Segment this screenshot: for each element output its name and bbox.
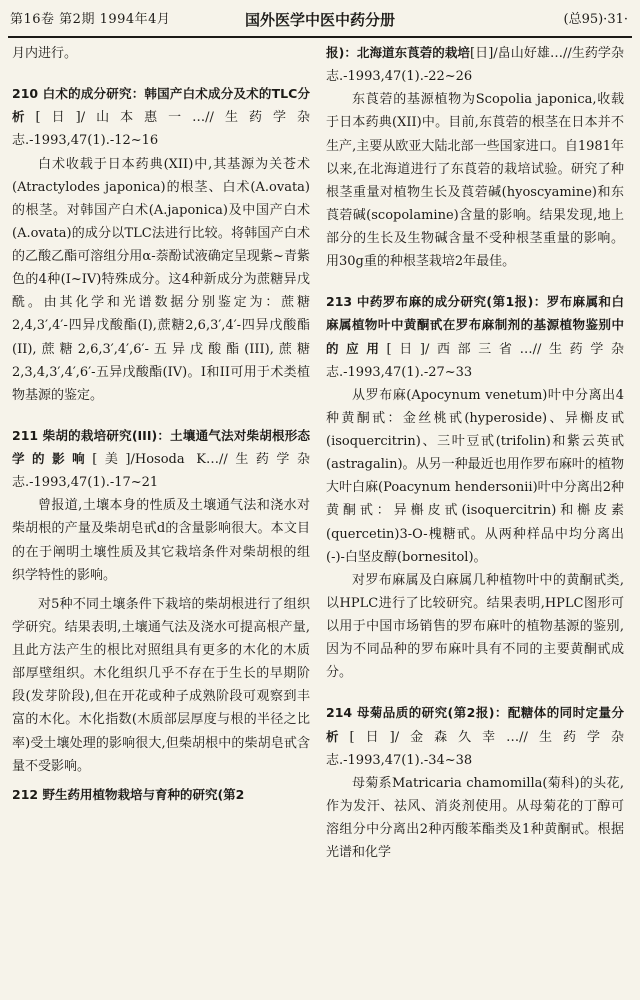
abstract-210 <box>12 83 310 407</box>
abstract-213-body-1: 从罗布麻(Apocynum venetum)叶中分离出4种黄酮甙：金丝桃甙(hyperoside)、异槲皮甙(isoquercitrin)、三叶豆甙(trifolin)和紫云英甙(astragalin)。从另一种最近也用作罗布麻叶的植物大叶白麻(Poacynum hendersonii)叶中分离出2种黄酮甙：异槲皮甙(isoquercitrin)和槲皮素(quercetin)3-O-槐糖甙。从两种样品中均分离出(-)-白坚皮醇(bornesitol)。 <box>326 387 624 565</box>
page-header <box>8 6 632 38</box>
abstract-212-source: [日]/畠山好雄…//生药学杂志.-1993,47(1).-22~26 <box>326 46 624 85</box>
continued-text: 月内进行。 <box>12 46 78 61</box>
abstract-213-body-2: 对罗布麻属及白麻属几种植物叶中的黄酮甙类,以HPLC进行了比较研究。结果表明,HPLC图形可以用于中国市场销售的罗布麻叶的植物基源的鉴别,因为不同品种的罗布麻叶具有不同的主要黄酮甙成分。 <box>326 572 624 681</box>
abstract-213-source: [日]/西部三省…//生药学杂志.-1993,47(1).-27~33 <box>326 341 624 380</box>
abstract-210-body: 白术收载于日本药典(XII)中,其基源为关苍术(Atractylodes japonica)的根茎、白术(A.ovata)的根茎。对韩国产白术(A.japonica)及中国产白术(A.ovata)的成分以TLC法进行比较。将韩国产白术的乙酸乙酯可溶组分用α-萘酚试液确定呈现紫~青紫色的4种(I~IV)特殊成分。这4种新成分为蔗糖异戊酰。由其化学和光谱数据分别鉴定为：蔗糖2,4,3′,4′-四异戊酸酯(I),蔗糖2,6,3′,4′-四异戊酸酯(II),蔗糖2,6,3′,4′,6′-五异戊酸酯(III),蔗糖2,3,4,3′,4′,6′-五异戊酸酯(IV)。I和II可用于术类植物基源的鉴定。 <box>12 156 310 403</box>
abstract-213 <box>326 291 624 684</box>
abstract-213-title: 213 中药罗布麻的成分研究(第1报)：罗布麻属和白麻属植物叶中黄酮甙在罗布麻制剂的基源植物鉴别中的应用 <box>326 294 624 356</box>
right-column <box>326 42 624 997</box>
left-column <box>12 42 310 997</box>
abstract-211-title: 211 柴胡的栽培研究(III)：土壤通气法对柴胡根形态学的影响 <box>12 427 310 466</box>
abstract-214-body: 母菊系Matricaria chamomilla(菊科)的头花,作为发汗、祛风、消炎剂使用。从母菊花的丁醇可溶组分中分离出2种丙酸苯酯类及1种黄酮甙。根据光谱和化学 <box>326 775 624 861</box>
abstract-214-source: [日]/金森久幸…//生药学杂志.-1993,47(1).-34~38 <box>326 729 624 768</box>
abstract-212-cont <box>326 42 624 273</box>
abstract-214 <box>326 702 624 864</box>
abstract-210-title: 210 白术的成分研究：韩国产白术成分及术的TLC分析 <box>12 86 310 125</box>
abstract-211-source: [美]/Hosoda K…//生药学杂志.-1993,47(1).-17~21 <box>12 452 310 491</box>
abstract-211 <box>12 425 310 778</box>
volume-info: 第16卷 第2期 1994年4月 <box>10 12 171 27</box>
abstract-211-body-1: 曾报道,土壤本身的性质及土壤通气法和浇水对柴胡根的产量及柴胡皂甙d的含量影响很大。本文目的在于阐明土壤性质及其它栽培条件对柴胡根的组织学特性的影响。 <box>12 498 310 583</box>
abstract-211-body-2: 对5种不同土壤条件下栽培的柴胡根进行了组织学研究。结果表明,土壤通气法及浇水可提高根产量,且此方法产生的根比对照组具有更多的木化的木质部厚壁组织。木化组织几乎不存在于生长的早期阶段(发芽阶段),但在开花或种子成熟阶段可观察到丰富的木化。木化指数(木质部层厚度与根的半径之比率)受土壤处理的影响很大,但柴胡根中的柴胡皂甙含量不受影响。 <box>12 596 310 774</box>
abstract-212-body: 东莨菪的基源植物为Scopolia japonica,收载于日本药典(XII)中。目前,东莨菪的根茎在日本并不生产,主要从欧亚大陆北部一些国家进口。自1981年以来,在北海道进行了东莨菪的栽培试验。研究了种根茎重量对植物生长及莨菪碱(hyoscyamine)和东莨菪碱(scopolamine)含量的影响。结果发现,地上部分的生长及生物碱含量不受种根茎重量的影响。用30g重的种根茎栽培2年最佳。 <box>326 92 624 270</box>
journal-name: 国外医学中医中药分册 <box>244 11 395 29</box>
abstract-212-title-start: 212 野生药用植物栽培与育种的研究(第2 <box>12 786 245 802</box>
page-number: (总95)·31· <box>563 12 628 27</box>
abstract-210-source: [日]/山本惠一…//生药学杂志.-1993,47(1).-12~16 <box>12 110 310 149</box>
abstract-214-title: 214 母菊品质的研究(第2报)：配糖体的同时定量分析 <box>326 705 624 744</box>
abstract-212-title-cont: 报)：北海道东莨菪的栽培 <box>326 45 470 60</box>
